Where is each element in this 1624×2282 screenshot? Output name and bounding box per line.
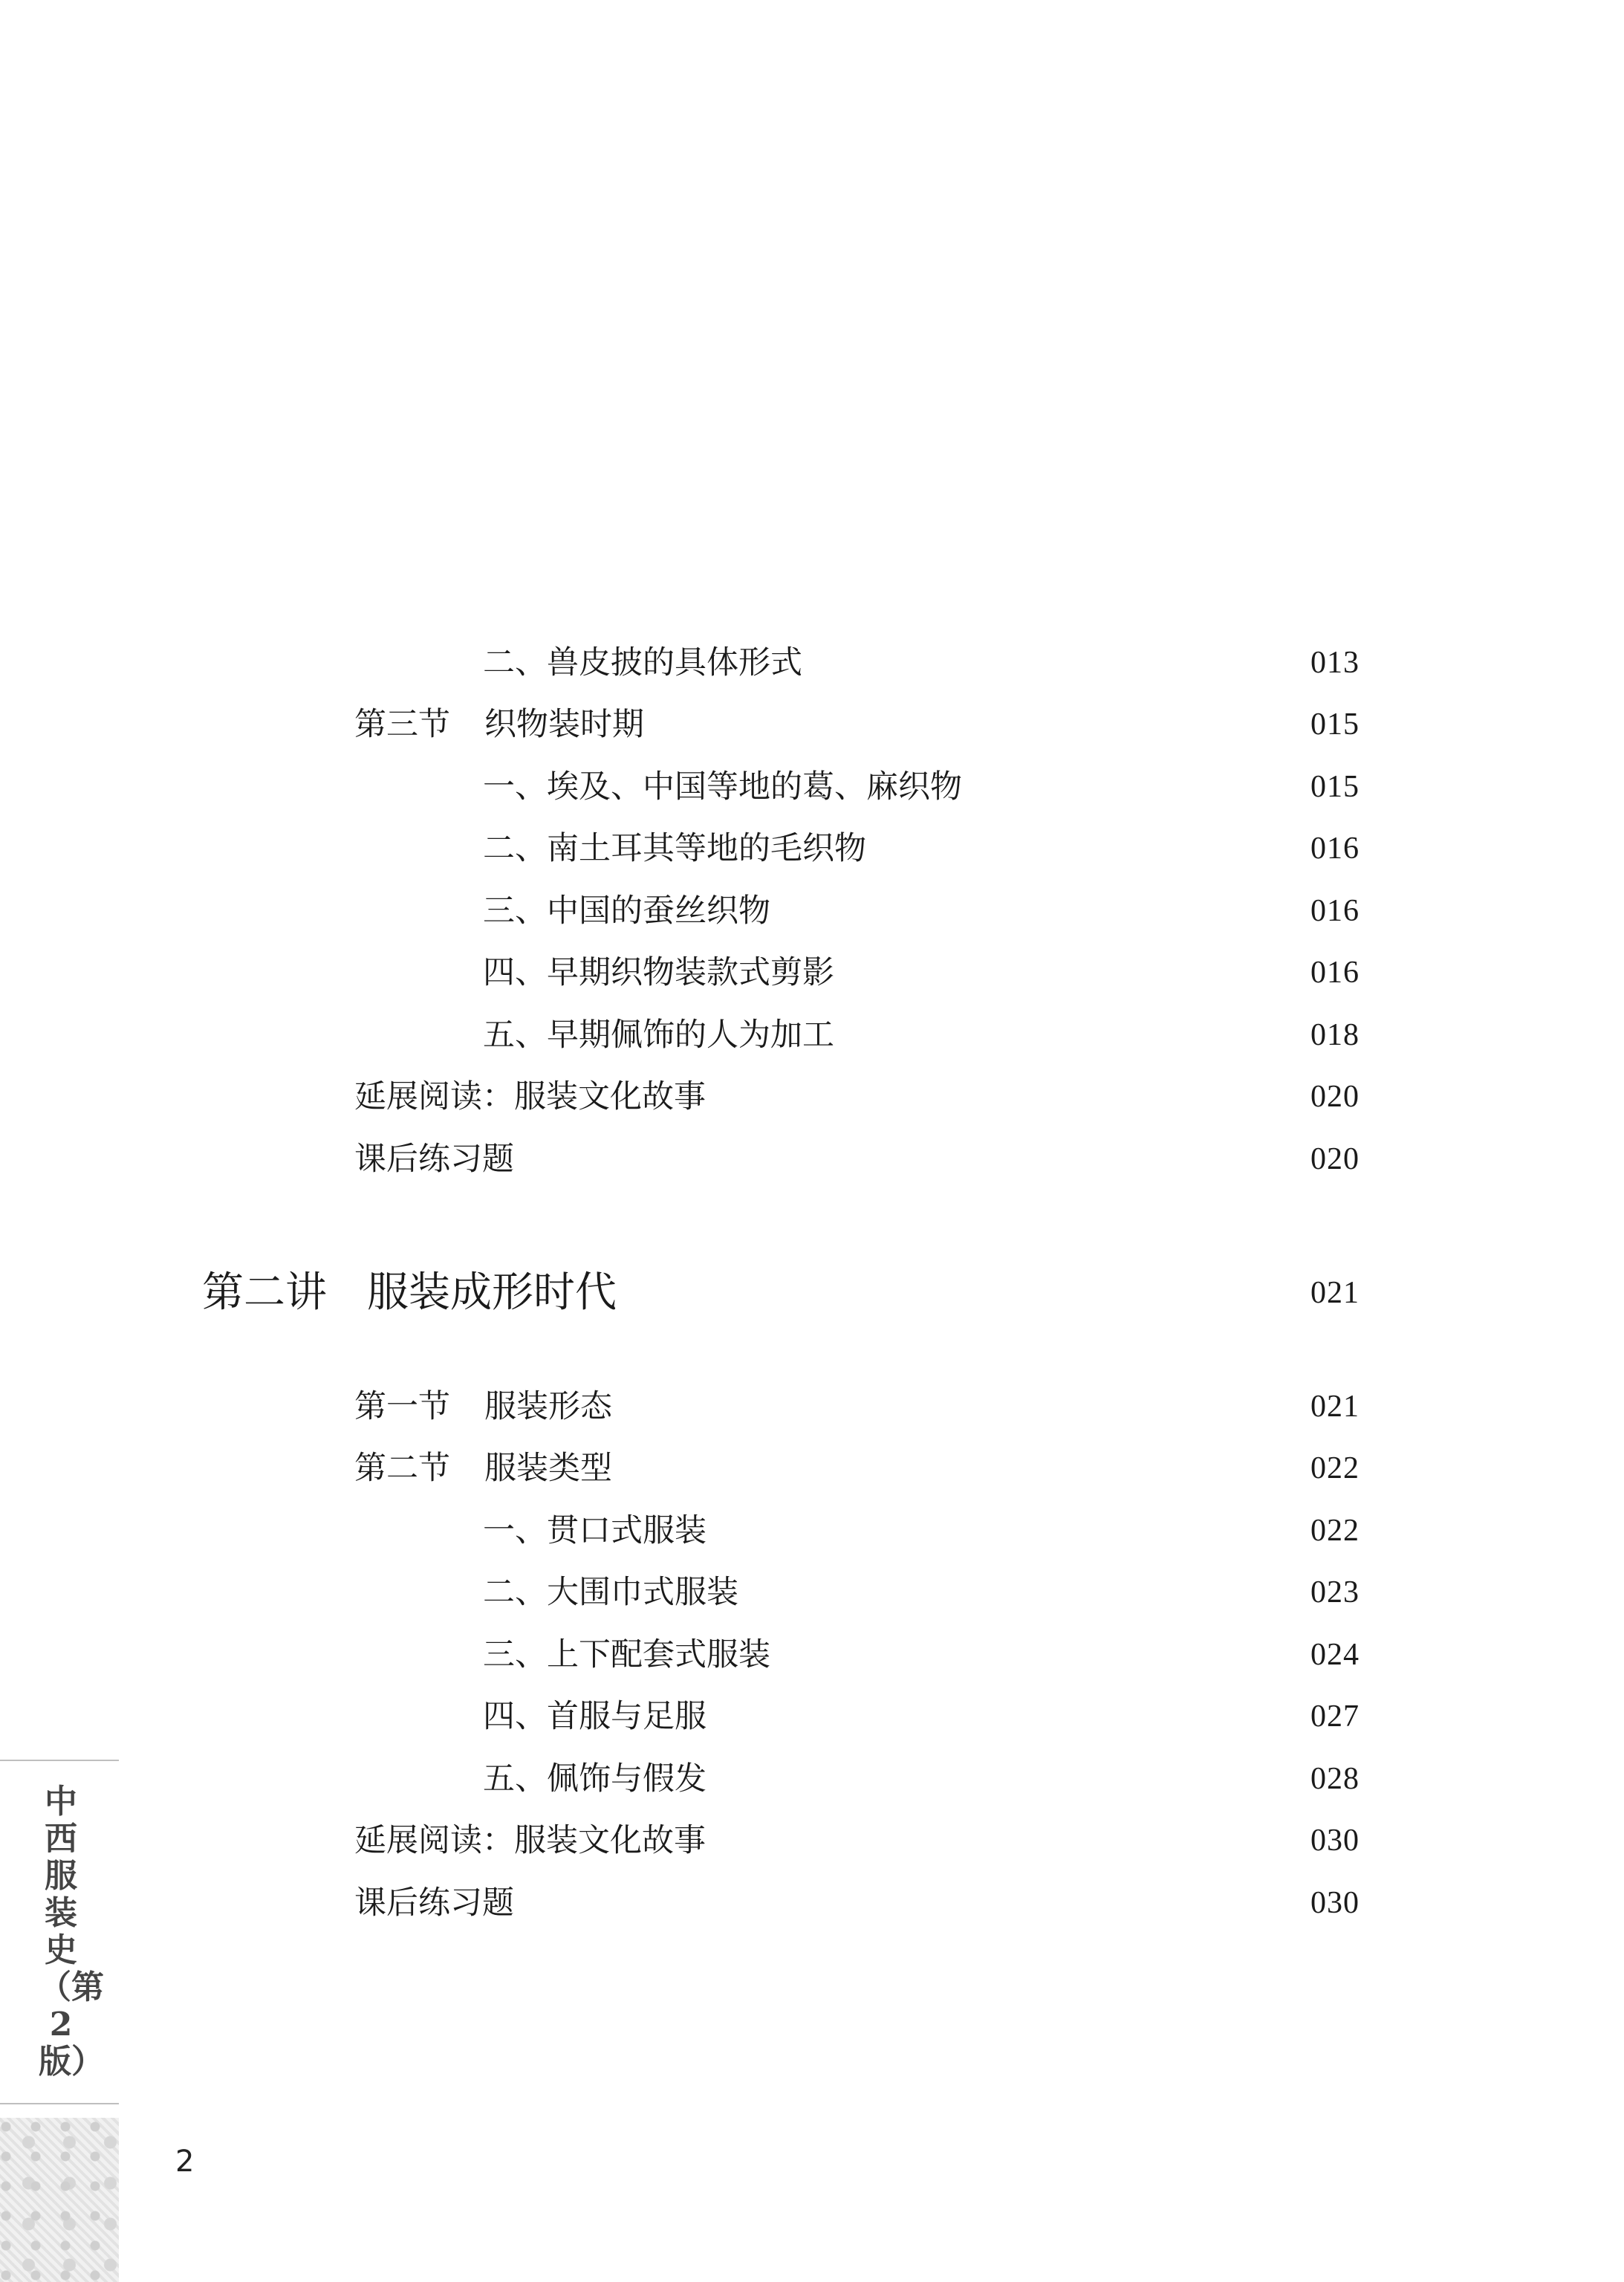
toc-entry-page: 021 (1310, 1390, 1360, 1424)
toc-entry-page: 030 (1310, 1824, 1360, 1858)
toc-chapter[interactable] (0, 1263, 1624, 1323)
toc-entry-page: 020 (1310, 1080, 1360, 1114)
toc-entry-page: 028 (1310, 1762, 1360, 1796)
toc-entry-title: 三、中国的蚕丝织物 (483, 892, 770, 930)
toc-entry[interactable] (0, 765, 1624, 809)
toc-entry-title: 课后练习题 (354, 1141, 514, 1178)
toc-chapter-label: 第二讲 (202, 1268, 327, 1317)
toc-entry-page: 015 (1310, 770, 1360, 804)
toc-entry[interactable] (0, 1694, 1624, 1739)
toc-section[interactable] (0, 1384, 1624, 1429)
toc-entry[interactable] (0, 1137, 1624, 1181)
toc-entry-page: 022 (1310, 1451, 1360, 1485)
toc-entry[interactable] (0, 889, 1624, 933)
toc-entry-page: 027 (1310, 1699, 1360, 1734)
toc-entry-page: 022 (1310, 1514, 1360, 1548)
toc-entry-title: 一、埃及、中国等地的葛、麻织物 (483, 768, 962, 805)
toc-entry[interactable] (0, 1508, 1624, 1553)
toc-entry-title: 五、佩饰与假发 (483, 1760, 707, 1798)
toc-entry-title: 一、贯口式服装 (483, 1512, 707, 1549)
toc-entry-title: 课后练习题 (354, 1884, 514, 1922)
toc-entry[interactable] (0, 641, 1624, 685)
side-rule-bottom (0, 2103, 119, 2104)
toc-entry-page: 016 (1310, 832, 1360, 866)
toc-entry-page: 018 (1310, 1018, 1360, 1052)
toc-section[interactable] (0, 1446, 1624, 1491)
toc-section-title: 服装类型 (484, 1450, 612, 1487)
toc-entry-title: 延展阅读：服装文化故事 (354, 1078, 706, 1115)
page-number: 2 (175, 2145, 195, 2179)
toc-entry-title: 四、早期织物装款式剪影 (483, 954, 834, 991)
toc-entry[interactable] (0, 1633, 1624, 1677)
toc-entry-page: 020 (1310, 1142, 1360, 1176)
toc-entry-page: 030 (1310, 1886, 1360, 1920)
toc-chapter-title: 服装成形时代 (367, 1268, 617, 1317)
toc-section-title: 织物装时期 (484, 706, 644, 743)
toc-entry-title: 二、南土耳其等地的毛织物 (483, 830, 866, 867)
toc-entry[interactable] (0, 1570, 1624, 1615)
toc-entry-title: 二、兽皮披的具体形式 (483, 644, 802, 681)
toc-entry[interactable] (0, 950, 1624, 995)
side-book-title: 中西服装史（第2版） (39, 1783, 104, 2081)
toc-entry-title: 四、首服与足服 (483, 1698, 707, 1735)
toc-entry[interactable] (0, 1074, 1624, 1119)
toc-entry-page: 023 (1310, 1575, 1360, 1610)
toc-section-label: 第一节 (354, 1388, 450, 1425)
toc-entry-title: 延展阅读：服装文化故事 (354, 1822, 706, 1859)
toc-entry[interactable] (0, 1881, 1624, 1925)
toc-entry-page: 016 (1310, 956, 1360, 990)
toc-entry[interactable] (0, 826, 1624, 871)
toc-entry-page: 016 (1310, 894, 1360, 928)
toc-entry-page: 015 (1310, 707, 1360, 742)
toc-entry-page: 013 (1310, 646, 1360, 680)
toc-section-label: 第三节 (354, 706, 450, 743)
toc-entry-title: 二、大围巾式服装 (483, 1574, 738, 1611)
toc-section[interactable] (0, 702, 1624, 747)
toc-entry-title: 三、上下配套式服装 (483, 1636, 770, 1673)
toc-entry-title: 五、早期佩饰的人为加工 (483, 1017, 834, 1054)
side-rule-top (0, 1760, 119, 1761)
toc-section-title: 服装形态 (484, 1388, 612, 1425)
toc-entry-page: 024 (1310, 1638, 1360, 1672)
toc-chapter-page: 021 (1310, 1276, 1360, 1310)
toc-section-label: 第二节 (354, 1450, 450, 1487)
toc-entry[interactable] (0, 1818, 1624, 1863)
toc-entry[interactable] (0, 1013, 1624, 1057)
decorative-pattern (0, 2118, 119, 2282)
toc-entry[interactable] (0, 1757, 1624, 1801)
